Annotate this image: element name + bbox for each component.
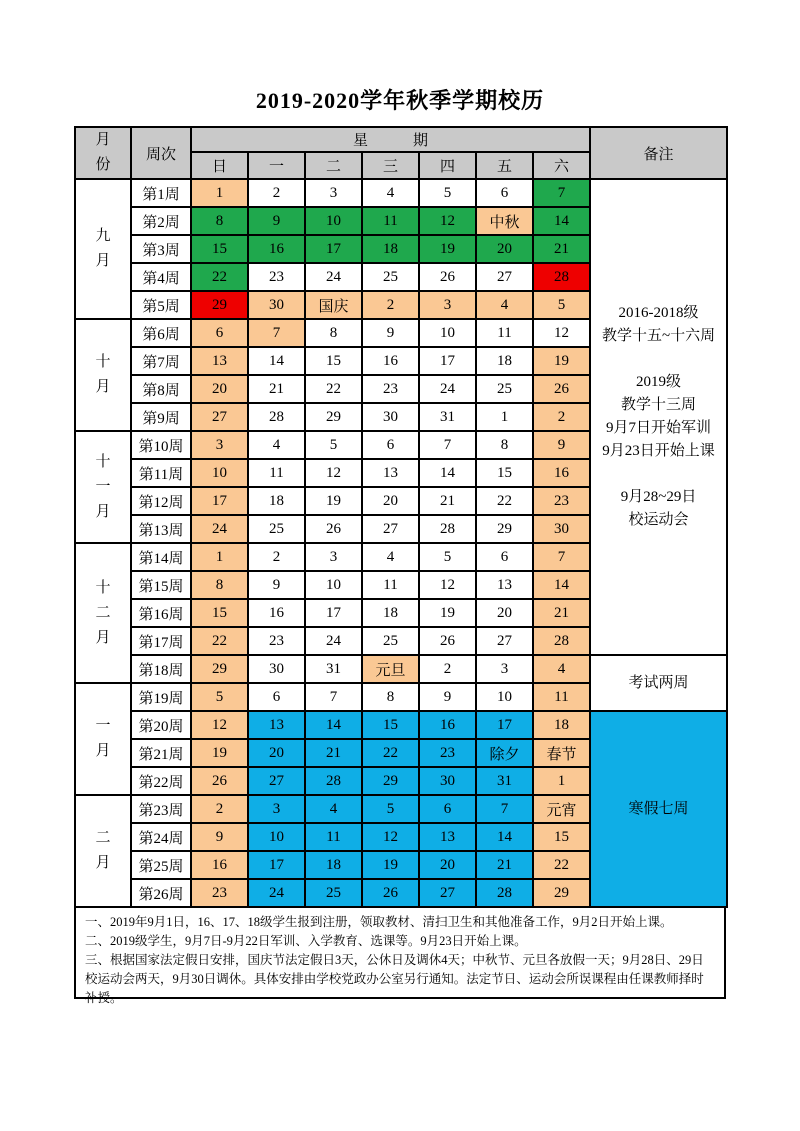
day-cell: 14 [419, 459, 476, 487]
remark-line [591, 463, 726, 486]
week-row [75, 655, 727, 683]
header-month-cell [75, 127, 131, 179]
day-cell: 17 [305, 235, 362, 263]
header-week-cell: 周次 [131, 127, 191, 179]
day-cell: 27 [191, 403, 248, 431]
day-cell: 5 [305, 431, 362, 459]
day-cell: 28 [419, 515, 476, 543]
day-cell: 23 [248, 263, 305, 291]
day-cell: 27 [419, 879, 476, 907]
day-cell: 4 [362, 179, 419, 207]
week-label: 第17周 [131, 627, 191, 655]
day-cell: 28 [248, 403, 305, 431]
day-cell: 16 [248, 599, 305, 627]
day-cell: 29 [305, 403, 362, 431]
day-cell: 17 [305, 599, 362, 627]
day-cell: 26 [191, 767, 248, 795]
header-row-top [75, 127, 727, 152]
week-label: 第19周 [131, 683, 191, 711]
day-cell: 7 [476, 795, 533, 823]
day-cell: 20 [419, 851, 476, 879]
day-cell: 15 [362, 711, 419, 739]
day-cell: 6 [191, 319, 248, 347]
remark-line: 教学十五~十六周 [601, 328, 716, 344]
remark-line: 2019级 [636, 374, 682, 390]
day-cell: 5 [191, 683, 248, 711]
day-cell: 3 [419, 291, 476, 319]
day-cell: 7 [533, 543, 590, 571]
day-cell: 7 [248, 319, 305, 347]
day-cell: 24 [305, 263, 362, 291]
day-cell: 2 [248, 179, 305, 207]
week-label: 第18周 [131, 655, 191, 683]
day-cell: 18 [362, 235, 419, 263]
day-cell: 9 [248, 571, 305, 599]
header-day-sun: 日 [191, 152, 248, 179]
day-cell: 9 [362, 319, 419, 347]
remark-line: 2016-2018级 [618, 305, 699, 321]
day-cell: 18 [362, 599, 419, 627]
week-label: 第1周 [131, 179, 191, 207]
day-cell: 11 [362, 207, 419, 235]
day-cell: 5 [362, 795, 419, 823]
day-cell: 30 [362, 403, 419, 431]
day-cell: 10 [248, 823, 305, 851]
day-cell: 17 [191, 487, 248, 515]
month-label: 二月 [95, 830, 111, 871]
day-cell: 3 [305, 543, 362, 571]
week-label: 第9周 [131, 403, 191, 431]
day-cell: 元旦 [362, 655, 419, 683]
remark-line: 9月28~29日 [620, 489, 697, 505]
day-cell: 15 [533, 823, 590, 851]
day-cell: 10 [191, 459, 248, 487]
week-row [75, 711, 727, 739]
day-cell: 15 [191, 235, 248, 263]
day-cell: 25 [476, 375, 533, 403]
day-cell: 18 [476, 347, 533, 375]
day-cell: 1 [191, 179, 248, 207]
day-cell: 31 [305, 655, 362, 683]
day-cell: 22 [191, 263, 248, 291]
day-cell: 23 [248, 627, 305, 655]
day-cell: 16 [533, 459, 590, 487]
day-cell: 2 [419, 655, 476, 683]
day-cell: 除夕 [476, 739, 533, 767]
day-cell: 26 [533, 375, 590, 403]
day-cell: 12 [533, 319, 590, 347]
day-cell: 11 [476, 319, 533, 347]
day-cell: 6 [476, 543, 533, 571]
day-cell: 8 [305, 319, 362, 347]
day-cell: 26 [362, 879, 419, 907]
day-cell: 23 [362, 375, 419, 403]
day-cell: 2 [248, 543, 305, 571]
week-label: 第16周 [131, 599, 191, 627]
day-cell: 30 [248, 655, 305, 683]
day-cell: 31 [419, 403, 476, 431]
day-cell: 19 [419, 599, 476, 627]
day-cell: 8 [191, 207, 248, 235]
calendar-table [74, 126, 728, 908]
week-label: 第3周 [131, 235, 191, 263]
day-cell: 16 [191, 851, 248, 879]
week-label: 第22周 [131, 767, 191, 795]
header-day-wed: 三 [362, 152, 419, 179]
week-label: 第26周 [131, 879, 191, 907]
day-cell: 16 [419, 711, 476, 739]
day-cell: 2 [533, 403, 590, 431]
day-cell: 19 [191, 739, 248, 767]
day-cell: 27 [476, 627, 533, 655]
week-label: 第10周 [131, 431, 191, 459]
day-cell: 6 [419, 795, 476, 823]
month-cell [75, 319, 131, 431]
week-label: 第25周 [131, 851, 191, 879]
day-cell: 5 [533, 291, 590, 319]
day-cell: 13 [362, 459, 419, 487]
day-cell: 2 [191, 795, 248, 823]
day-cell: 18 [248, 487, 305, 515]
day-cell: 9 [419, 683, 476, 711]
day-cell: 8 [476, 431, 533, 459]
day-cell: 21 [305, 739, 362, 767]
day-cell: 12 [362, 823, 419, 851]
month-label: 一月 [95, 718, 111, 759]
week-label: 第23周 [131, 795, 191, 823]
day-cell: 19 [362, 851, 419, 879]
day-cell: 14 [248, 347, 305, 375]
week-label: 第12周 [131, 487, 191, 515]
day-cell: 1 [191, 543, 248, 571]
day-cell: 中秋 [476, 207, 533, 235]
day-cell: 10 [476, 683, 533, 711]
day-cell: 30 [419, 767, 476, 795]
day-cell: 27 [362, 515, 419, 543]
day-cell: 元宵 [533, 795, 590, 823]
week-label: 第13周 [131, 515, 191, 543]
day-cell: 26 [419, 263, 476, 291]
month-cell [75, 543, 131, 683]
day-cell: 3 [476, 655, 533, 683]
day-cell: 21 [533, 235, 590, 263]
day-cell: 29 [191, 291, 248, 319]
day-cell: 20 [248, 739, 305, 767]
remark-line: 校运动会 [628, 512, 689, 528]
header-day-sat: 六 [533, 152, 590, 179]
day-cell: 1 [533, 767, 590, 795]
header-weekday-cell: 星 期 [191, 127, 590, 152]
day-cell: 28 [476, 879, 533, 907]
day-cell: 29 [362, 767, 419, 795]
day-cell: 22 [305, 375, 362, 403]
day-cell: 19 [533, 347, 590, 375]
remark-line: 教学十三周 [621, 397, 697, 413]
day-cell: 22 [191, 627, 248, 655]
day-cell: 22 [533, 851, 590, 879]
day-cell: 12 [191, 711, 248, 739]
day-cell: 29 [476, 515, 533, 543]
remark-line: 考试两周 [628, 674, 689, 691]
day-cell: 21 [419, 487, 476, 515]
day-cell: 23 [191, 879, 248, 907]
day-cell: 28 [305, 767, 362, 795]
day-cell: 9 [248, 207, 305, 235]
remark-cell [590, 711, 727, 907]
day-cell: 26 [305, 515, 362, 543]
day-cell: 25 [305, 879, 362, 907]
note-line-2: 二、2019级学生，9月7日-9月22日军训、入学教育、选课等。9月23日开始上课。 [85, 934, 527, 948]
week-label: 第4周 [131, 263, 191, 291]
day-cell: 国庆 [305, 291, 362, 319]
day-cell: 3 [305, 179, 362, 207]
day-cell: 15 [191, 599, 248, 627]
day-cell: 7 [419, 431, 476, 459]
month-cell [75, 683, 131, 795]
notes-box [74, 906, 726, 1005]
day-cell: 7 [533, 179, 590, 207]
day-cell: 29 [191, 655, 248, 683]
day-cell: 10 [305, 571, 362, 599]
header-month-label: 月份 [95, 132, 111, 173]
day-cell: 18 [305, 851, 362, 879]
week-label: 第20周 [131, 711, 191, 739]
day-cell: 4 [533, 655, 590, 683]
day-cell: 9 [191, 823, 248, 851]
day-cell: 4 [305, 795, 362, 823]
day-cell: 11 [533, 683, 590, 711]
day-cell: 26 [419, 627, 476, 655]
day-cell: 15 [476, 459, 533, 487]
day-cell: 21 [476, 851, 533, 879]
week-label: 第5周 [131, 291, 191, 319]
week-label: 第7周 [131, 347, 191, 375]
day-cell: 4 [248, 431, 305, 459]
note-line-1: 一、2019年9月1日，16、17、18级学生报到注册，领取教材、清扫卫生和其他准备工作，9月2日开始上课。 [85, 915, 673, 929]
day-cell: 16 [248, 235, 305, 263]
day-cell: 12 [419, 571, 476, 599]
header-remark-cell: 备注 [590, 127, 727, 179]
week-row [75, 179, 727, 207]
day-cell: 17 [419, 347, 476, 375]
day-cell: 1 [476, 403, 533, 431]
day-cell: 14 [305, 711, 362, 739]
day-cell: 3 [191, 431, 248, 459]
day-cell: 6 [362, 431, 419, 459]
day-cell: 19 [419, 235, 476, 263]
day-cell: 31 [476, 767, 533, 795]
day-cell: 22 [362, 739, 419, 767]
day-cell: 24 [305, 627, 362, 655]
page-title: 2019-2020学年秋季学期校历 [255, 88, 545, 113]
day-cell: 25 [248, 515, 305, 543]
day-cell: 21 [533, 599, 590, 627]
day-cell: 27 [476, 263, 533, 291]
month-cell [75, 795, 131, 907]
day-cell: 8 [191, 571, 248, 599]
month-label: 十二月 [95, 579, 111, 646]
day-cell: 5 [419, 179, 476, 207]
header-day-thu: 四 [419, 152, 476, 179]
day-cell: 10 [305, 207, 362, 235]
day-cell: 6 [248, 683, 305, 711]
week-label: 第11周 [131, 459, 191, 487]
day-cell: 17 [476, 711, 533, 739]
day-cell: 21 [248, 375, 305, 403]
day-cell: 29 [533, 879, 590, 907]
day-cell: 20 [476, 235, 533, 263]
remark-line [591, 348, 726, 371]
day-cell: 13 [191, 347, 248, 375]
day-cell: 28 [533, 263, 590, 291]
week-label: 第6周 [131, 319, 191, 347]
day-cell: 13 [419, 823, 476, 851]
day-cell: 17 [248, 851, 305, 879]
week-label: 第21周 [131, 739, 191, 767]
header-day-fri: 五 [476, 152, 533, 179]
day-cell: 19 [305, 487, 362, 515]
week-label: 第8周 [131, 375, 191, 403]
day-cell: 11 [305, 823, 362, 851]
day-cell: 20 [191, 375, 248, 403]
day-cell: 27 [248, 767, 305, 795]
day-cell: 14 [533, 207, 590, 235]
day-cell: 24 [248, 879, 305, 907]
day-cell: 11 [248, 459, 305, 487]
day-cell: 7 [305, 683, 362, 711]
day-cell: 10 [419, 319, 476, 347]
day-cell: 22 [476, 487, 533, 515]
month-label: 十月 [95, 354, 111, 395]
day-cell: 12 [419, 207, 476, 235]
day-cell: 18 [533, 711, 590, 739]
month-cell [75, 431, 131, 543]
day-cell: 11 [362, 571, 419, 599]
header-day-tue: 二 [305, 152, 362, 179]
week-label: 第2周 [131, 207, 191, 235]
day-cell: 25 [362, 263, 419, 291]
day-cell: 20 [476, 599, 533, 627]
day-cell: 20 [362, 487, 419, 515]
note-line-3: 三、根据国家法定假日安排，国庆节法定假日3天，公休日及调休4天；中秋节、元旦各放假一天；9月28日、29日校运动会两天，9月30日调休。具体安排由学校党政办公室另行通知。法定节日、运动会所误课程由任课教师择时补授。 [85, 953, 704, 1005]
day-cell: 23 [419, 739, 476, 767]
remark-cell [590, 655, 727, 711]
day-cell: 24 [419, 375, 476, 403]
day-cell: 6 [476, 179, 533, 207]
day-cell: 12 [305, 459, 362, 487]
month-label: 十一月 [95, 453, 111, 520]
day-cell: 30 [533, 515, 590, 543]
day-cell: 23 [533, 487, 590, 515]
day-cell: 5 [419, 543, 476, 571]
day-cell: 16 [362, 347, 419, 375]
day-cell: 13 [476, 571, 533, 599]
month-label: 九月 [95, 228, 111, 269]
week-label: 第14周 [131, 543, 191, 571]
day-cell: 9 [533, 431, 590, 459]
day-cell: 28 [533, 627, 590, 655]
day-cell: 14 [533, 571, 590, 599]
remark-line: 9月23日开始上课 [602, 443, 715, 459]
day-cell: 13 [248, 711, 305, 739]
week-label: 第15周 [131, 571, 191, 599]
day-cell: 春节 [533, 739, 590, 767]
day-cell: 4 [362, 543, 419, 571]
week-label: 第24周 [131, 823, 191, 851]
remark-cell [590, 179, 727, 655]
day-cell: 3 [248, 795, 305, 823]
day-cell: 24 [191, 515, 248, 543]
day-cell: 25 [362, 627, 419, 655]
day-cell: 4 [476, 291, 533, 319]
day-cell: 2 [362, 291, 419, 319]
day-cell: 14 [476, 823, 533, 851]
day-cell: 15 [305, 347, 362, 375]
day-cell: 8 [362, 683, 419, 711]
remark-line: 9月7日开始军训 [606, 420, 712, 436]
header-day-mon: 一 [248, 152, 305, 179]
remark-line: 寒假七周 [628, 800, 689, 817]
month-cell [75, 179, 131, 319]
day-cell: 30 [248, 291, 305, 319]
